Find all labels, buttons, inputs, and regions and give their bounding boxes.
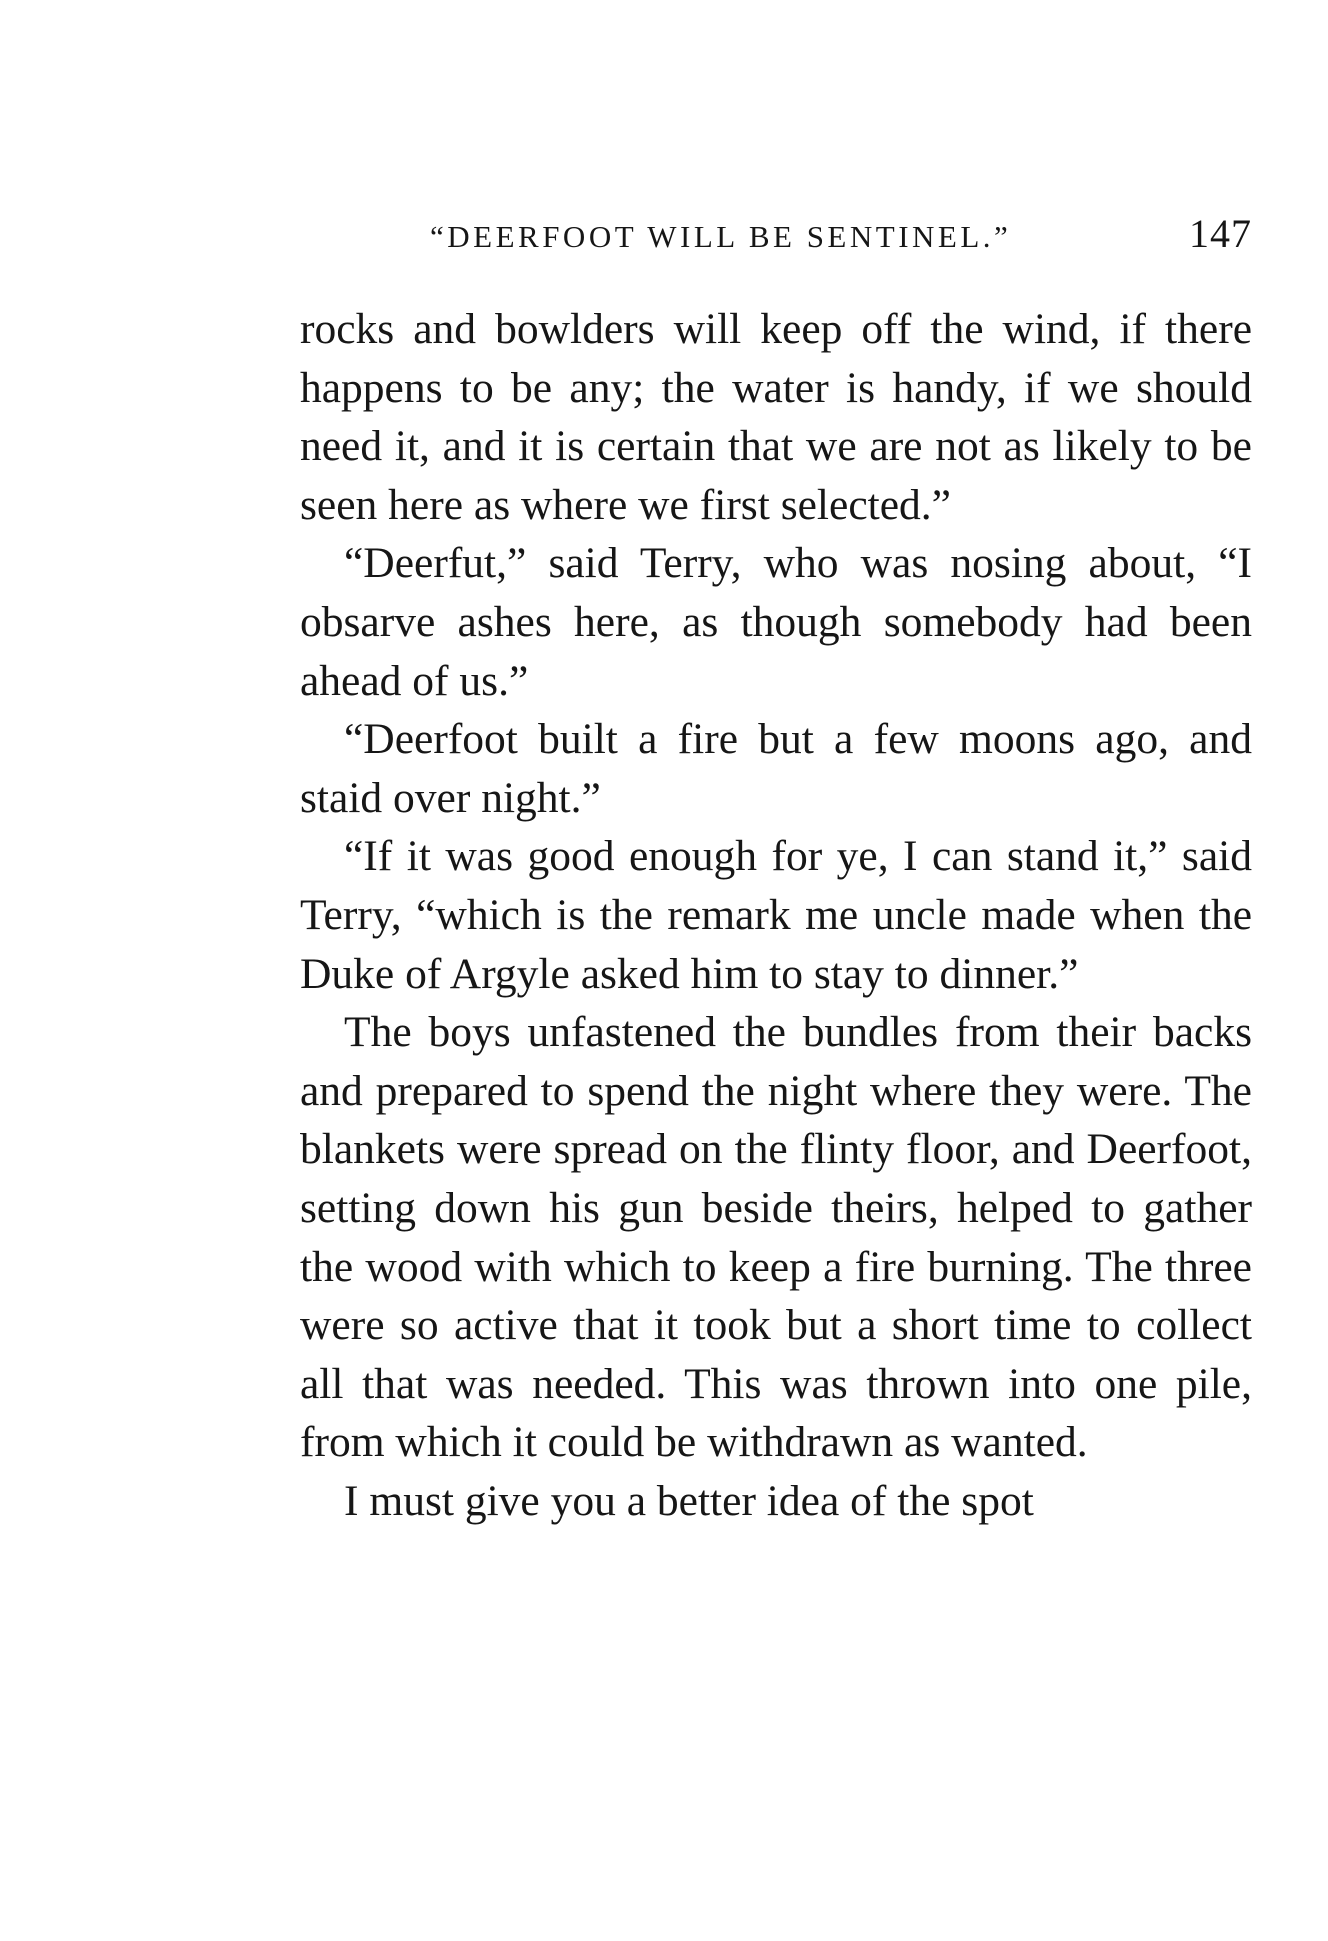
paragraph-terry-stand: “If it was good enough for ye, I can stand it,” said Terry, “which is the remark me uncle made when the Duke of Argyle asked him to stay to dinner.”	[300, 832, 1252, 998]
paragraph-continued: rocks and bowlders will keep off the wind, if there happens to be any; the water is handy, if we should need it, and it is certain that we are not as likely to be seen here as where we first selected.”	[300, 305, 1252, 529]
body-text	[300, 300, 1252, 1530]
page-header	[300, 210, 1252, 262]
paragraph-better-idea: I must give you a better idea of the spot	[344, 1476, 1034, 1525]
paragraph-boys-unfastened: The boys unfastened the bundles from their backs and prepared to spend the night where they were. The blankets were spread on the flinty floor, and Deerfoot, setting down his gun beside theirs, helped to gather the wood with which to keep a fire burning. The three were so active that it took but a short time to collect all that was needed. This was thrown into one pile, from which it could be withdrawn as wanted.	[300, 1008, 1252, 1467]
paragraph-deerfoot-fire: “Deerfoot built a fire but a few moons ago, and staid over night.”	[300, 715, 1252, 822]
running-head: “DEERFOOT WILL BE SENTINEL.”	[430, 219, 1012, 254]
paragraph-terry-ashes: “Deerfut,” said Terry, who was nosing about, “I obsarve ashes here, as though somebody had been ahead of us.”	[300, 539, 1252, 705]
page-number: 147	[1189, 211, 1252, 256]
